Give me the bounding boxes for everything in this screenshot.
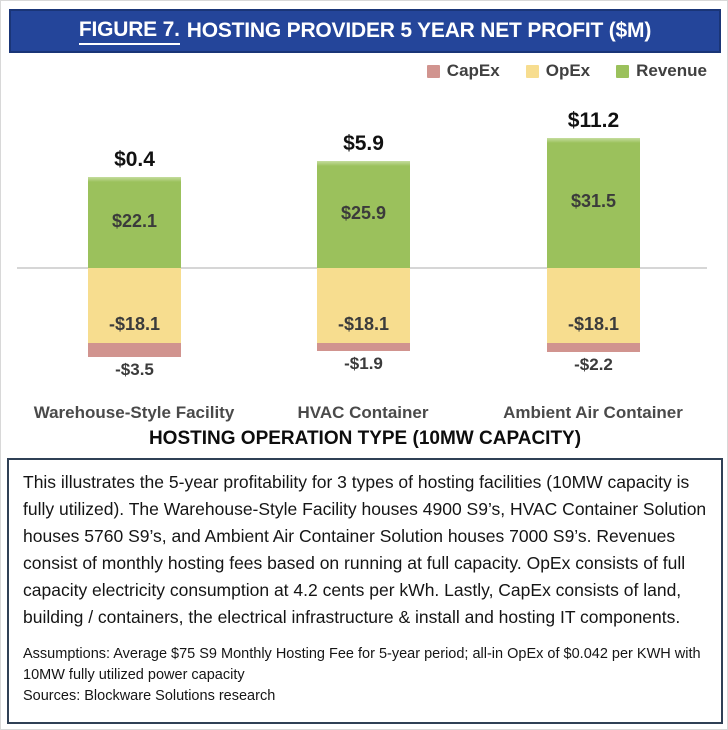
opex-value-label: -$18.1 — [567, 314, 620, 334]
footnote-body: This illustrates the 5-year profitability for 3 types of hosting facilities (10MW capacity is fully utilized). The Warehouse-Style Facility houses 4900 S9’s, HVAC Container Solution houses 5760 S9’s, and Ambient Air Container Solution houses 7000 S9’s. Revenues consist of monthly hosting fees based on running at full capacity. OpEx consists of full capacity electricity consumption at 4.2 cents per kWh. Lastly, CapEx consists of land, building / containers, the electrical infrastructure & install and hosting IT components. — [23, 472, 707, 627]
footnote-box — [7, 458, 723, 724]
legend-label: Revenue — [636, 61, 707, 80]
x-axis-category-label: HVAC Container — [297, 403, 429, 422]
bar-total-label: $5.9 — [343, 132, 384, 155]
capex-bar-segment — [88, 343, 181, 357]
bar-total-label: $0.4 — [114, 148, 155, 171]
revenue-value-label: $22.1 — [111, 211, 158, 231]
x-axis-category-label: Ambient Air Container — [503, 403, 683, 422]
figure-title: HOSTING PROVIDER 5 YEAR NET PROFIT ($M) — [186, 19, 652, 42]
bar-total-label: $11.2 — [567, 109, 620, 132]
footnote-assumptions: Assumptions: Average $75 S9 Monthly Hosting Fee for 5-year period; all-in OpEx of $0.042 per KWH with 10MW fully utilized power capacity — [23, 646, 701, 683]
capex-value-label: -$3.5 — [115, 360, 154, 379]
x-axis-title: HOSTING OPERATION TYPE (10MW CAPACITY) — [148, 428, 582, 449]
footnote-sources: Sources: Blockware Solutions research — [23, 688, 276, 704]
capex-value-label: -$2.2 — [574, 355, 613, 374]
opex-value-label: -$18.1 — [337, 314, 390, 334]
revenue-value-label: $25.9 — [340, 203, 387, 223]
opex-value-label: -$18.1 — [108, 314, 161, 334]
x-axis-category-label: Warehouse-Style Facility — [33, 403, 235, 422]
capex-bar-segment — [547, 343, 640, 352]
figure-number-label: FIGURE 7. — [79, 18, 180, 45]
revenue-value-label: $31.5 — [570, 191, 617, 211]
legend-label: OpEx — [545, 61, 591, 80]
capex-value-label: -$1.9 — [344, 354, 383, 373]
legend-label: CapEx — [446, 61, 500, 80]
chart-plot-area — [1, 1, 728, 461]
capex-bar-segment — [317, 343, 410, 351]
